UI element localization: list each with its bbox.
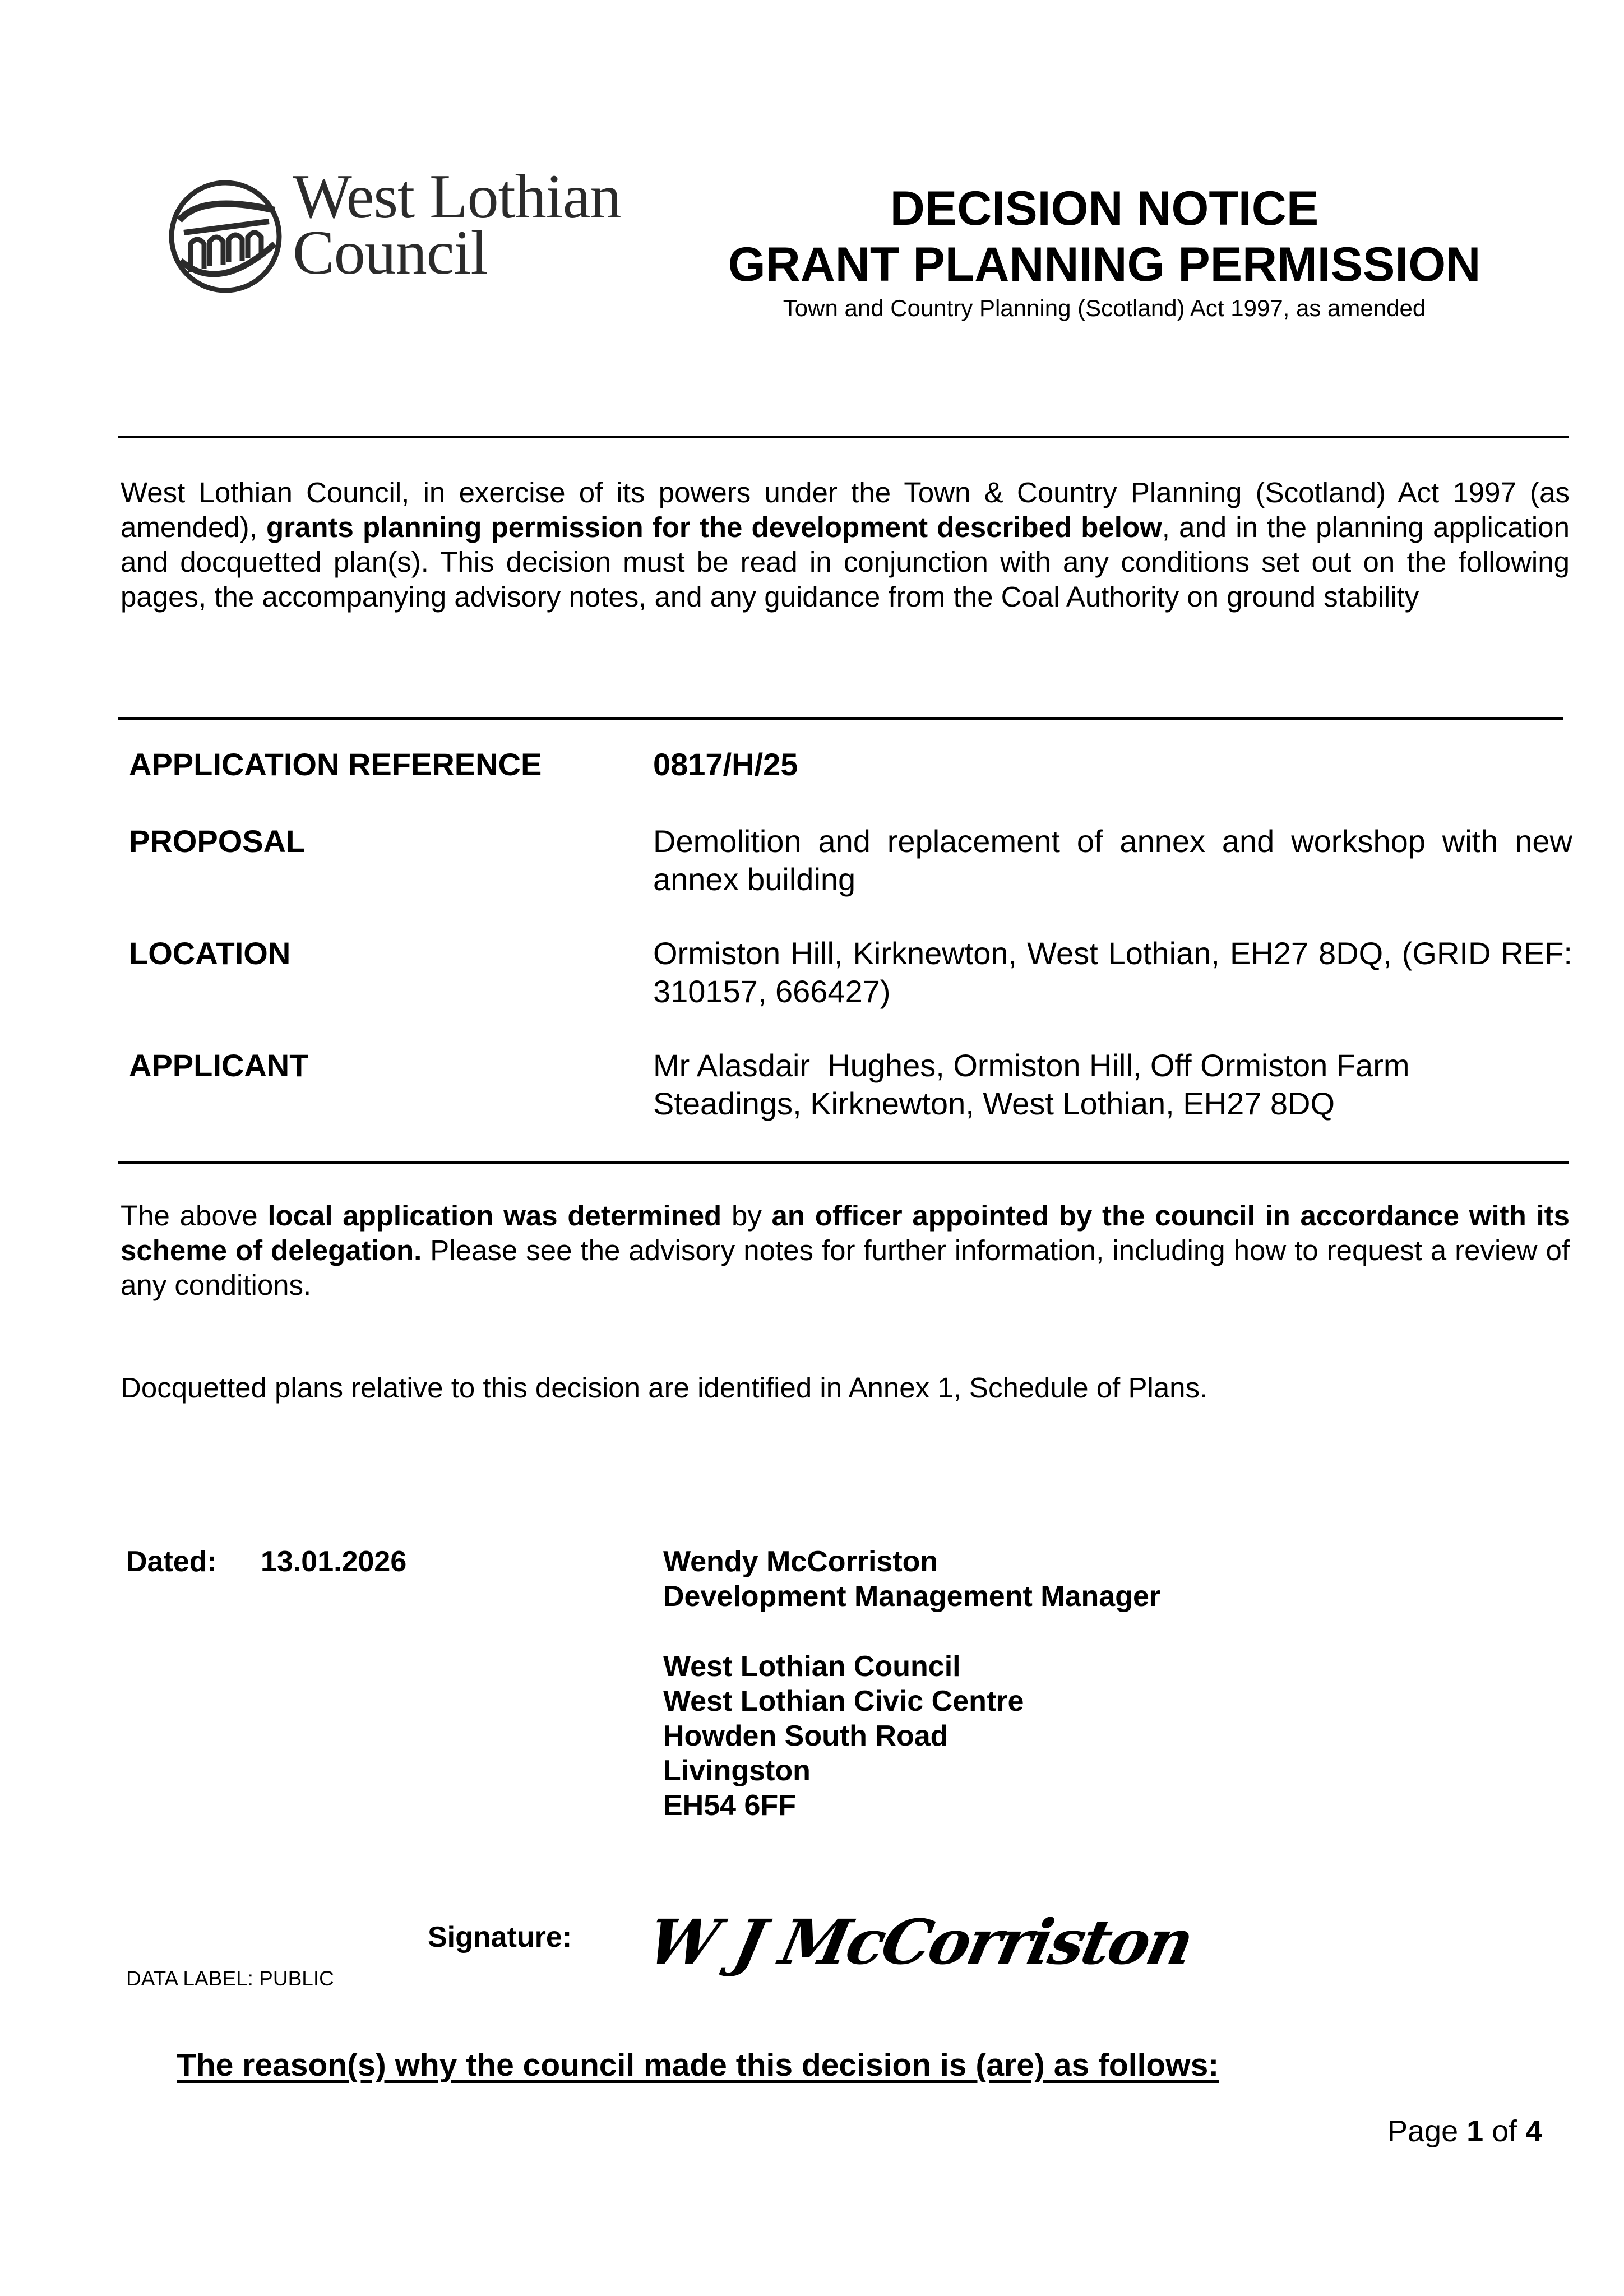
council-logo — [168, 162, 622, 305]
location-label: LOCATION — [129, 936, 291, 971]
address-line: West Lothian Council — [663, 1650, 961, 1683]
logo-wordmark — [293, 162, 621, 288]
determination-text-3: Please see the advisory notes for further information, including how to request a review of any conditions. — [121, 1234, 1570, 1301]
page-total: 4 — [1525, 2114, 1543, 2148]
divider — [118, 1161, 1569, 1164]
officer-block — [663, 1544, 1160, 1823]
viaduct-emblem-icon — [168, 177, 283, 297]
determination-emphasis-1: local application was determined — [267, 1200, 722, 1232]
location-value: Ormiston Hill, Kirknewton, West Lothian, EH27 8DQ, (GRID REF: 310157, 666427) — [653, 936, 1572, 1009]
document-subtitle: Town and Country Planning (Scotland) Act 1997, as amended — [783, 295, 1426, 321]
title-line-1: DECISION NOTICE — [890, 182, 1319, 235]
address-line: EH54 6FF — [663, 1789, 796, 1822]
determination-text-2: by — [721, 1200, 772, 1232]
page-number — [1387, 2113, 1542, 2149]
data-label: DATA LABEL: PUBLIC — [126, 1967, 334, 1990]
proposal-value: Demolition and replacement of annex and workshop with new annex building — [653, 823, 1572, 897]
document-title — [706, 180, 1502, 293]
page-prefix: Page — [1387, 2114, 1467, 2148]
dated-label: Dated: — [126, 1545, 217, 1578]
address-line: Howden South Road — [663, 1720, 949, 1752]
docquetted-plans-note: Docquetted plans relative to this decision are identified in Annex 1, Schedule of Plans. — [121, 1372, 1208, 1404]
intro-text-1: West Lothian Council, in exercise of its powers under the Town & Country Planning (Scotland) Act 1997 (as amended), — [121, 476, 1570, 543]
determination-emphasis-2: an officer appointed by the council in accordance with its scheme of delegation. — [121, 1200, 1570, 1266]
address-line: West Lothian Civic Centre — [663, 1685, 1024, 1718]
page-current: 1 — [1466, 2114, 1484, 2148]
logo-line-1: West Lothian — [293, 162, 621, 232]
title-line-2: GRANT PLANNING PERMISSION — [728, 238, 1481, 291]
determination-paragraph — [121, 1198, 1570, 1303]
logo-line-2: Council — [293, 218, 488, 288]
applicant-value — [653, 1047, 1572, 1123]
determination-text-1: The above — [121, 1200, 268, 1232]
proposal-label: PROPOSAL — [129, 823, 306, 859]
address-line: Livingston — [663, 1755, 811, 1787]
divider — [118, 718, 1563, 720]
divider — [118, 436, 1569, 438]
handwritten-signature: W J McCorriston — [641, 1906, 1199, 1978]
intro-text-2: , and in the planning application and docquetted plan(s). This decision must be read in conjunction with any conditions set out on the following pages, the accompanying advisory notes, and any guidance from the Coal Authority on ground stability — [121, 511, 1570, 613]
intro-emphasis: grants planning permission for the development described below — [266, 511, 1162, 543]
page-middle: of — [1483, 2114, 1526, 2148]
application-reference-value: 0817/H/25 — [653, 747, 798, 782]
signature-label: Signature: — [428, 1921, 572, 1954]
applicant-label: APPLICANT — [129, 1048, 309, 1083]
intro-paragraph — [121, 475, 1570, 614]
applicant-line-2: Steadings, Kirknewton, West Lothian, EH27 8DQ — [653, 1086, 1335, 1121]
officer-role: Development Management Manager — [663, 1580, 1161, 1613]
applicant-line-1: Mr Alasdair Hughes, Ormiston Hill, Off Ormiston Farm — [653, 1048, 1410, 1083]
application-reference-label: APPLICATION REFERENCE — [129, 747, 542, 782]
reasons-heading: The reason(s) why the council made this decision is (are) as follows: — [177, 2047, 1219, 2083]
officer-name: Wendy McCorriston — [663, 1545, 938, 1578]
dated-value: 13.01.2026 — [261, 1545, 407, 1578]
